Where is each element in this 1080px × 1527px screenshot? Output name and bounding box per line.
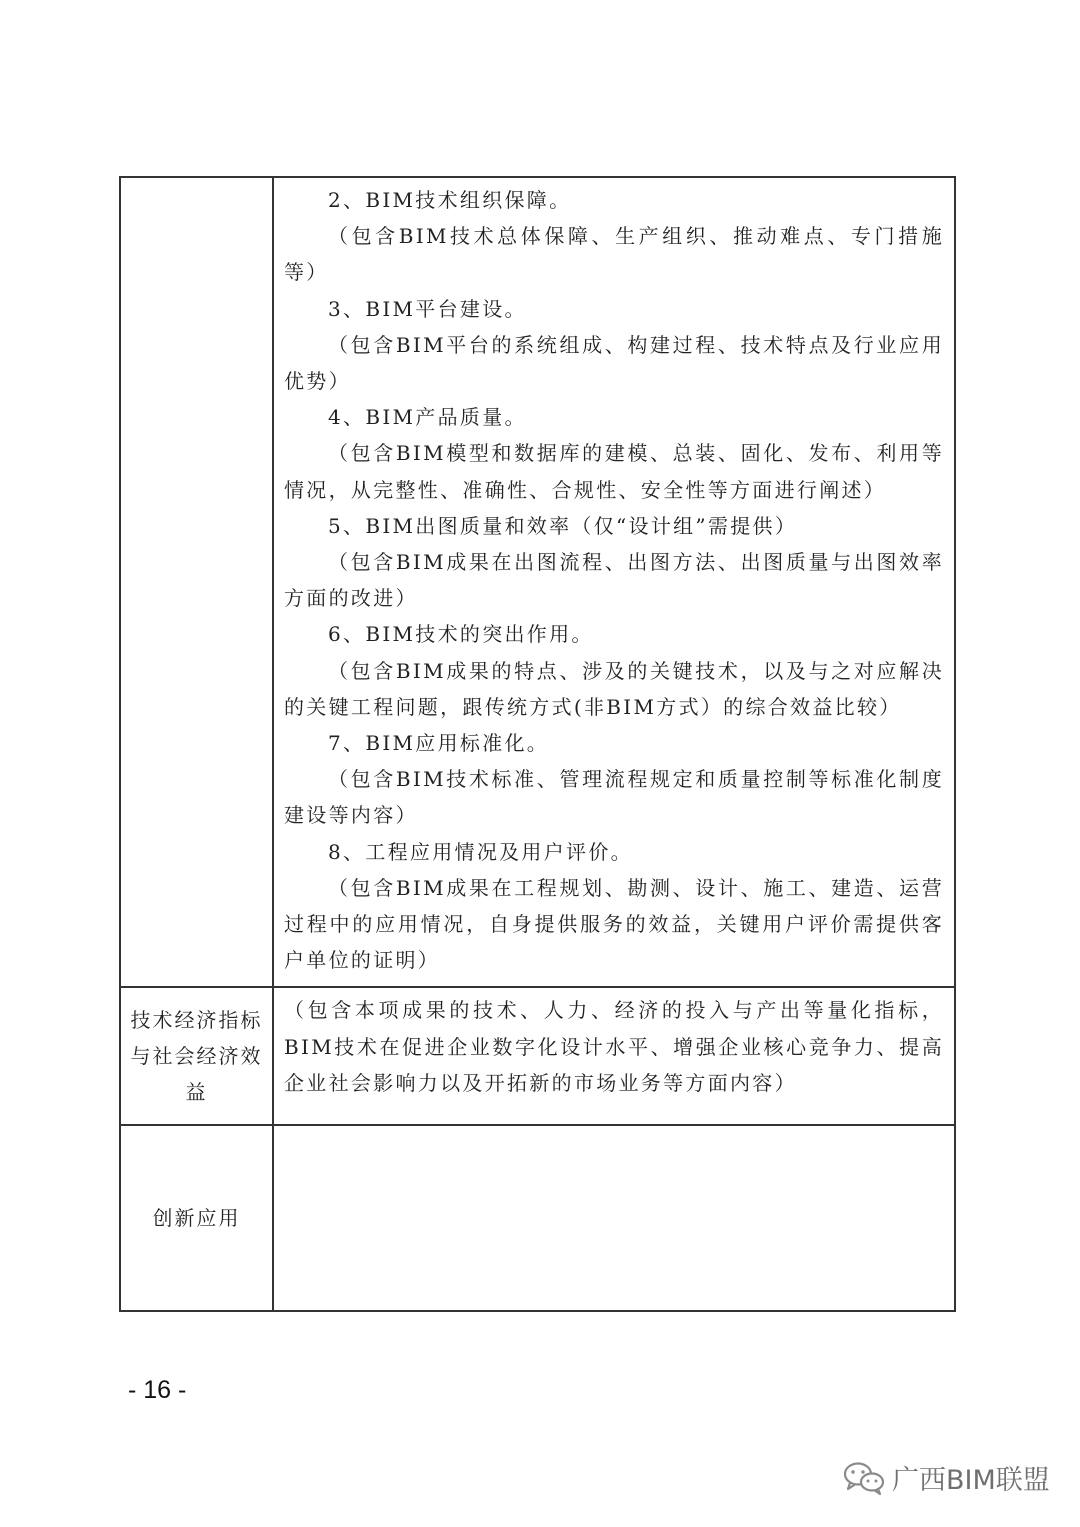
page-number: - 16 -	[128, 1376, 187, 1404]
row-label-economic-benefits: 技术经济指标与社会经济效益	[120, 987, 273, 1125]
row-content-economic-benefits	[273, 987, 955, 1125]
paragraph-8-head: 8、工程应用情况及用户评价。	[328, 839, 633, 864]
paragraph-7-desc: （包含BIM技术标准、管理流程规定和质量控制等标准化制度建设等内容）	[284, 767, 944, 828]
row-content-details	[273, 177, 955, 987]
row-content-innovation	[273, 1125, 955, 1311]
paragraph-6-desc: （包含BIM成果的特点、涉及的关键技术，以及与之对应解决的关键工程问题，跟传统方式(非BIM方式）的综合效益比较）	[284, 658, 944, 719]
paragraph-2-desc: （包含BIM技术总体保障、生产组织、推动难点、专门措施等）	[284, 224, 944, 285]
paragraph-6-head: 6、BIM技术的突出作用。	[328, 622, 594, 647]
paragraph-economic-desc: （包含本项成果的技术、人力、经济的投入与产出等量化指标，BIM技术在促进企业数字化设计水平、增强企业核心竞争力、提高企业社会影响力以及开拓新的市场业务等方面内容）	[284, 998, 944, 1095]
paragraph-7-head: 7、BIM应用标准化。	[328, 731, 550, 756]
row-label-empty	[120, 177, 273, 987]
paragraph-4-head: 4、BIM产品质量。	[328, 405, 527, 430]
paragraph-3-desc: （包含BIM平台的系统组成、构建过程、技术特点及行业应用优势）	[284, 332, 944, 394]
row-label-innovation: 创新应用	[120, 1125, 273, 1311]
table-row-innovation	[120, 1125, 955, 1311]
watermark-text: 广西BIM联盟	[892, 1465, 1050, 1496]
paragraph-5-head: 5、BIM出图质量和效率（仅“设计组”需提供）	[328, 513, 798, 538]
paragraph-5-desc: （包含BIM成果在出图流程、出图方法、出图质量与出图效率方面的改进）	[284, 550, 944, 611]
paragraph-8-desc: （包含BIM成果在工程规划、勘测、设计、施工、建造、运营过程中的应用情况，自身提供服务的效益，关键用户评价需提供客户单位的证明）	[284, 875, 944, 973]
paragraph-2-head: 2、BIM技术组织保障。	[328, 188, 572, 212]
wechat-icon	[842, 1460, 886, 1496]
paragraph-3-head: 3、BIM平台建设。	[328, 296, 527, 321]
table-row-economic-benefits	[120, 987, 955, 1125]
table-row-details	[120, 177, 955, 987]
paragraph-4-desc: （包含BIM模型和数据库的建模、总装、固化、发布、利用等情况，从完整性、准确性、合规性、安全性等方面进行阐述）	[284, 441, 944, 502]
watermark	[842, 1458, 1050, 1497]
application-form-table	[119, 176, 956, 1312]
